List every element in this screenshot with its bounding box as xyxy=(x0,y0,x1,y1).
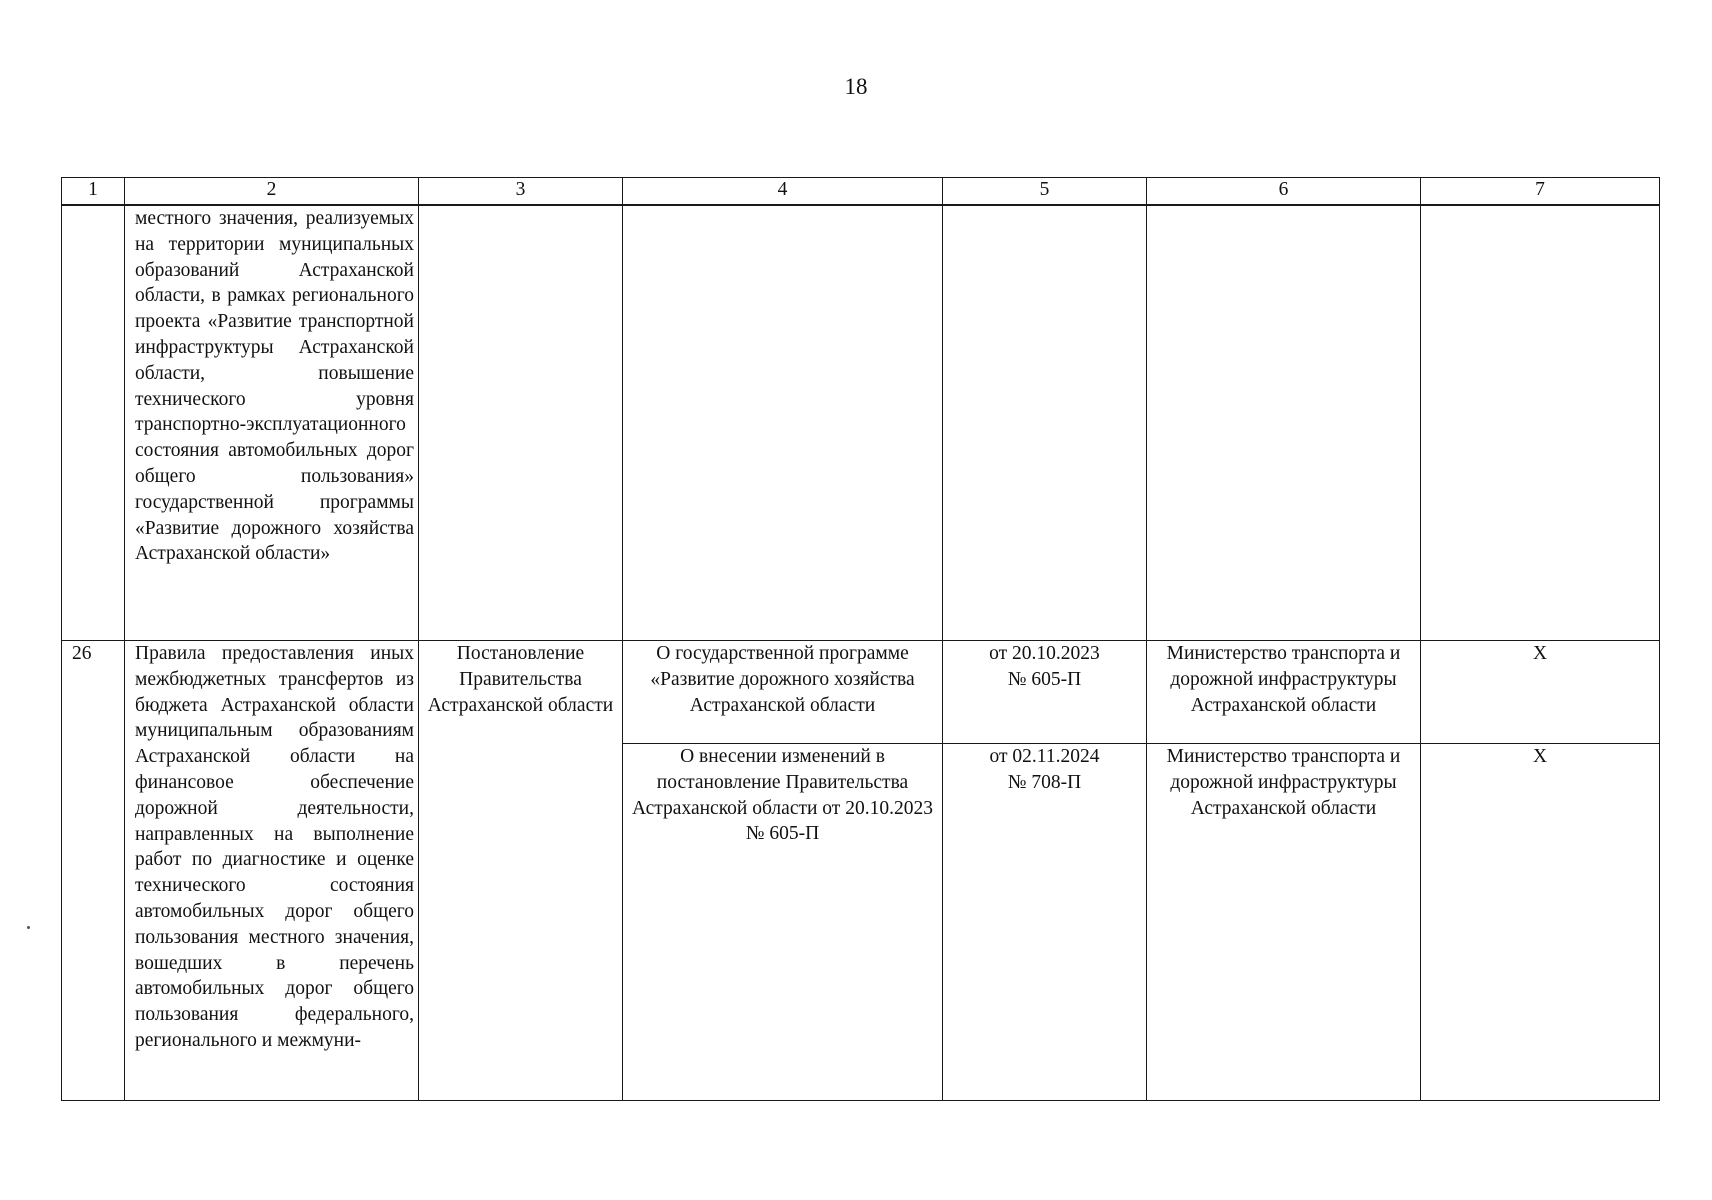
act-number-1: № 605-П xyxy=(1007,668,1082,690)
cell-authority-1: Министерство транспорта и дорожной инфраструктуры Астраханской области xyxy=(1147,641,1421,744)
cell-rule-name: Правила предоставления иных межбюджетных трансфертов из бюджета Астраханской области муниципальным образованиям Астраханской области на финансовое обеспечение дорожной деятельности, направленных на выполнение работ по диагностике и оценке технического состояния автомобильных дорог общего пользования местного значения, вошедших в перечень автомобильных дорог общего пользования федерального, регионального и межмуни- xyxy=(125,641,419,1101)
cell-continued-number xyxy=(62,205,125,641)
cell-continued-act-type xyxy=(419,205,623,641)
act-number-2: № 708-П xyxy=(1007,771,1082,793)
table-row-continued xyxy=(62,205,1660,641)
header-col-2: 2 xyxy=(125,178,419,206)
header-col-4: 4 xyxy=(623,178,943,206)
header-col-3: 3 xyxy=(419,178,623,206)
cell-authority-2: Министерство транспорта и дорожной инфраструктуры Астраханской области xyxy=(1147,744,1421,1101)
cell-continued-mark xyxy=(1421,205,1660,641)
cell-continued-authority xyxy=(1147,205,1421,641)
registry-table xyxy=(61,177,1660,1101)
cell-mark-1: Х xyxy=(1421,641,1660,744)
table-header-row xyxy=(62,178,1660,206)
header-col-6: 6 xyxy=(1147,178,1421,206)
cell-continued-act-title xyxy=(623,205,943,641)
cell-continued-date xyxy=(943,205,1147,641)
act-date-1: от 20.10.2023 xyxy=(989,643,1100,664)
header-col-7: 7 xyxy=(1421,178,1660,206)
cell-act-title-1: О государственной программе «Развитие дорожного хозяйства Астраханской области xyxy=(623,641,943,744)
table-row-26 xyxy=(62,641,1660,744)
cell-continued-name: местного значения, реализуемых на территории муниципальных образований Астраханской области, в рамках регионального проекта «Развитие транспортной инфраструктуры Астраханской области, повышение технического уровня транспортно-эксплуатационного состояния автомобильных дорог общего пользования» государственной программы «Развитие дорожного хозяйства Астраханской области» xyxy=(125,205,419,641)
cell-act-title-2: О внесении изменений в постановление Правительства Астраханской области от 20.10.2023 № 605-П xyxy=(623,744,943,1101)
cell-mark-2: Х xyxy=(1421,744,1660,1101)
cell-act-date-2 xyxy=(943,744,1147,1101)
header-col-1: 1 xyxy=(62,178,125,206)
cell-act-type: Постановление Правительства Астраханской области xyxy=(419,641,623,1101)
page-number: 18 xyxy=(844,74,868,99)
act-date-2: от 02.11.2024 xyxy=(989,746,1100,767)
scan-speck xyxy=(27,926,30,929)
header-col-5: 5 xyxy=(943,178,1147,206)
cell-act-date-1 xyxy=(943,641,1147,744)
cell-row-number: 26 xyxy=(62,641,125,1101)
